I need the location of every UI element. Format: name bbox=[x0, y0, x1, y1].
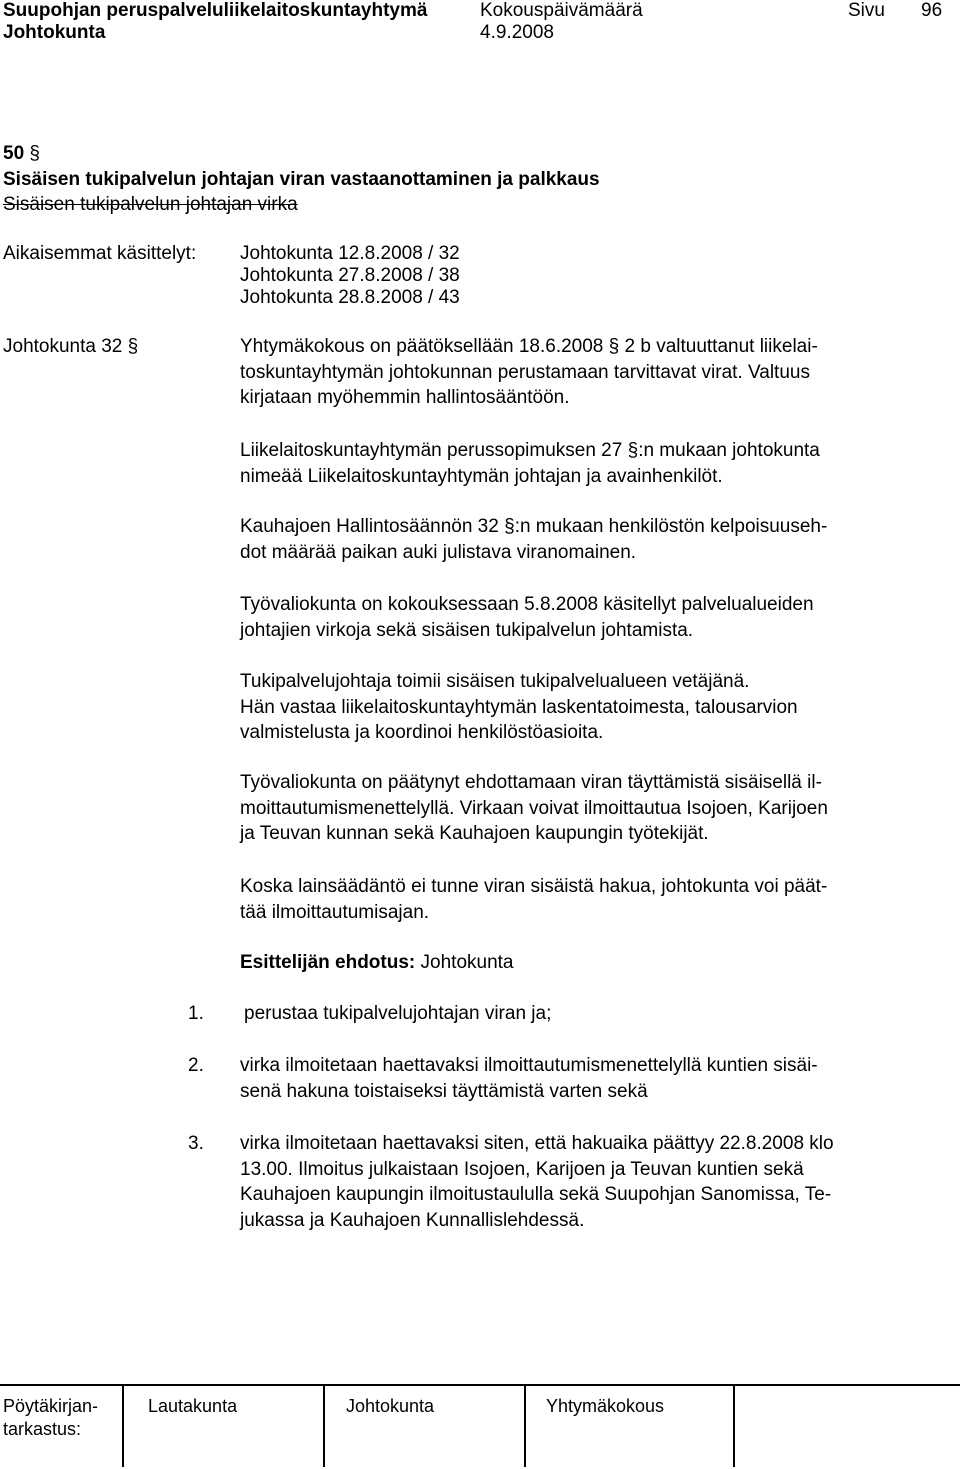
paragraph-line: toskuntayhtymän johtokunnan perustamaan tarvittavat virat. Valtuus bbox=[240, 361, 810, 383]
footer-check-label: Pöytäkirjan- bbox=[3, 1396, 99, 1416]
previous-item: Johtokunta 28.8.2008 / 43 bbox=[240, 287, 460, 308]
previous-label: Aikaisemmat käsittelyt: bbox=[3, 243, 197, 264]
paragraph-line: valmistelusta ja koordinoi henkilöstöasioita. bbox=[240, 722, 604, 743]
item-ref bbox=[3, 336, 138, 358]
header-body: Johtokunta bbox=[3, 22, 106, 43]
paragraph-rules bbox=[240, 514, 940, 565]
paragraph-line: Kauhajoen Hallintosäännön 32 §:n mukaan henkilöstön kelpoisuuseh- bbox=[240, 516, 828, 537]
paragraph-line: Työvaliokunta on päätynyt ehdottamaan viran täyttämistä sisäisellä il- bbox=[240, 772, 822, 793]
proposal-item-number: 3. bbox=[188, 1133, 204, 1154]
paragraph-line: moittautumismenettelyllä. Virkaan voivat ilmoittautua Isojoen, Karijoen bbox=[240, 797, 828, 819]
footer-column-divider bbox=[524, 1385, 526, 1467]
paragraph-committee bbox=[240, 592, 940, 643]
paragraph-line: 13.00. Ilmoitus julkaistaan Isojoen, Karijoen ja Teuvan kuntien sekä bbox=[240, 1158, 804, 1180]
paragraph-line: kirjataan myöhemmin hallintosääntöön. bbox=[240, 387, 570, 408]
header-meeting-date-label: Kokouspäivämäärä bbox=[480, 0, 643, 21]
proposal-heading-line bbox=[240, 952, 514, 974]
section-subtitle: Sisäisen tukipalvelun johtajan virka bbox=[3, 194, 298, 215]
paragraph-line: Liikelaitoskuntayhtymän perussopimuksen 27 §:n mukaan johtokunta bbox=[240, 440, 820, 461]
footer-divider bbox=[0, 1384, 960, 1386]
footer-check-label-2: tarkastus: bbox=[3, 1419, 82, 1439]
previous-item: Johtokunta 27.8.2008 / 38 bbox=[240, 265, 460, 286]
header-page-label: Sivu bbox=[848, 0, 885, 21]
paragraph-line: nimeää Liikelaitoskuntayhtymän johtajan ja avainhenkilöt. bbox=[240, 465, 723, 487]
paragraph-line: Tukipalvelujohtaja toimii sisäisen tukipalvelualueen vetäjänä. bbox=[240, 671, 750, 692]
proposal-item bbox=[240, 1053, 940, 1104]
section-title: Sisäisen tukipalvelun johtajan viran vastaanottaminen ja palkkaus bbox=[3, 169, 600, 190]
paragraph-agreement bbox=[240, 438, 940, 489]
proposal-heading: Esittelijän ehdotus: bbox=[240, 952, 416, 973]
paragraph-line: jukassa ja Kauhajoen Kunnallislehdessä. bbox=[240, 1209, 585, 1231]
paragraph-proposal-reason bbox=[240, 770, 940, 847]
paragraph-role bbox=[240, 669, 940, 746]
footer-col-lautakunta: Lautakunta bbox=[148, 1396, 238, 1416]
paragraph-legislation bbox=[240, 874, 940, 925]
proposal-item-number: 1. bbox=[188, 1003, 204, 1024]
paragraph-decision bbox=[240, 334, 940, 411]
paragraph-line: virka ilmoitetaan haettavaksi siten, että hakuaika päättyy 22.8.2008 klo bbox=[240, 1133, 834, 1154]
proposal-item bbox=[240, 1131, 940, 1233]
footer-column-divider bbox=[122, 1385, 124, 1467]
item-section-sign: § bbox=[127, 336, 139, 357]
paragraph-line: ja Teuvan kunnan sekä Kauhajoen kaupungin työtekijät. bbox=[240, 823, 709, 844]
header-organization: Suupohjan peruspalveluliikelaitoskuntayhtymä bbox=[3, 0, 428, 21]
footer-column-divider bbox=[323, 1385, 325, 1467]
proposal-presenter: Johtokunta bbox=[420, 952, 514, 973]
item-ref-label: Johtokunta 32 bbox=[3, 336, 123, 357]
paragraph-line: Kauhajoen kaupungin ilmoitustaululla sekä Suupohjan Sanomissa, Te- bbox=[240, 1184, 832, 1205]
header-meeting-date: 4.9.2008 bbox=[480, 22, 554, 43]
footer-col-yhtymakokous: Yhtymäkokous bbox=[546, 1396, 665, 1416]
section-number: 50 bbox=[3, 143, 25, 164]
paragraph-line: Työvaliokunta on kokouksessaan 5.8.2008 käsitellyt palvelualueiden bbox=[240, 594, 814, 615]
proposal-item bbox=[244, 1001, 944, 1027]
footer-col-johtokunta: Johtokunta bbox=[346, 1396, 435, 1416]
paragraph-line: tää ilmoittautumisajan. bbox=[240, 901, 430, 923]
paragraph-line: virka ilmoitetaan haettavaksi ilmoittautumismenettelyllä kuntien sisäi- bbox=[240, 1055, 818, 1076]
paragraph-line: Koska lainsäädäntö ei tunne viran sisäistä hakua, johtokunta voi päät- bbox=[240, 876, 828, 897]
footer-column-divider bbox=[733, 1385, 735, 1467]
proposal-item-number: 2. bbox=[188, 1055, 204, 1076]
paragraph-line: Yhtymäkokous on päätöksellään 18.6.2008 § 2 b valtuuttanut liikelai- bbox=[240, 336, 818, 357]
section-sign: § bbox=[29, 143, 40, 164]
paragraph-line: dot määrää paikan auki julistava viranomainen. bbox=[240, 541, 637, 563]
section-number-line bbox=[3, 143, 40, 165]
header-page-number: 96 bbox=[921, 0, 943, 21]
paragraph-line: Hän vastaa liikelaitoskuntayhtymän laskentatoimesta, talousarvion bbox=[240, 696, 798, 718]
previous-item: Johtokunta 12.8.2008 / 32 bbox=[240, 243, 460, 264]
paragraph-line: perustaa tukipalvelujohtajan viran ja; bbox=[244, 1003, 552, 1024]
paragraph-line: senä hakuna toistaiseksi täyttämistä varten sekä bbox=[240, 1080, 648, 1102]
paragraph-line: johtajien virkoja sekä sisäisen tukipalvelun johtamista. bbox=[240, 619, 694, 641]
